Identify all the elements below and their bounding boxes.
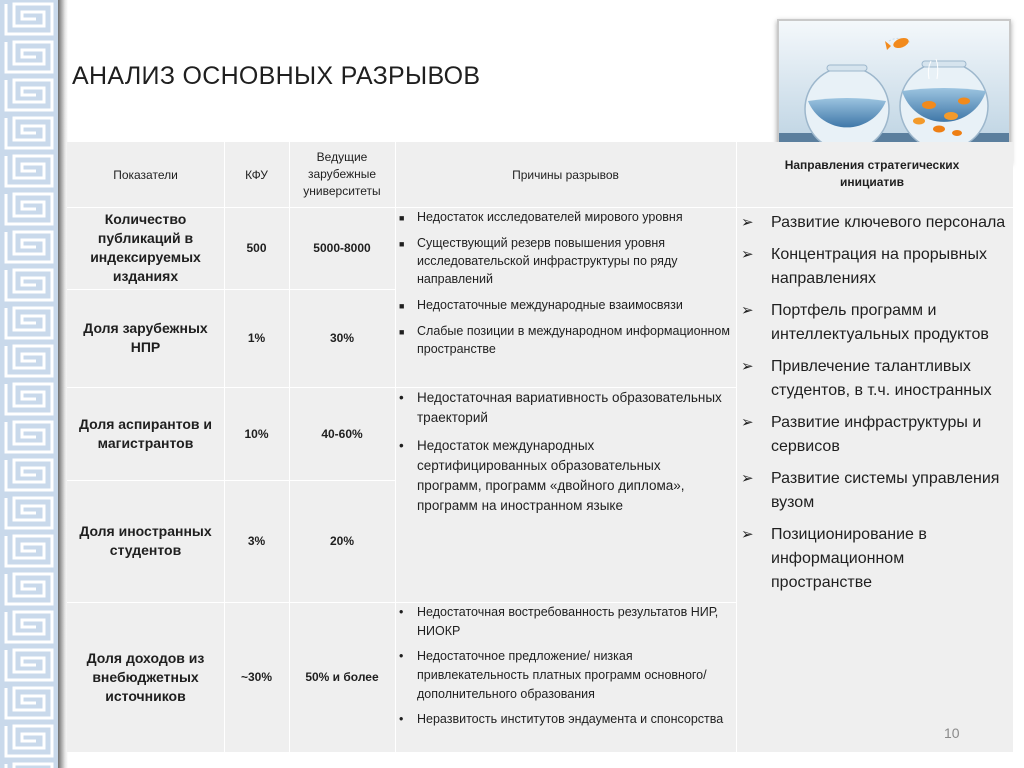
arrow-check-icon: ➢ <box>741 358 754 375</box>
row-kfu-graduate-students: 10% <box>244 426 269 441</box>
list-item: ➢ Концентрация на прорывных направлениях <box>737 243 1009 291</box>
arrow-check-icon: ➢ <box>741 246 754 263</box>
list-item: ➢ Развитие инфраструктуры и сервисов <box>737 411 1009 459</box>
arrow-check-icon: ➢ <box>741 214 754 231</box>
list-item: ➢ Портфель программ и интеллектуальных продуктов <box>737 299 1009 347</box>
dot-bullet-icon: • <box>399 712 404 726</box>
header-reasons: Причины разрывов <box>512 167 619 182</box>
page-number: 10 <box>944 725 960 741</box>
row-leading-publications: 5000-8000 <box>313 241 371 255</box>
reasons-research-group <box>395 208 736 386</box>
header-directions: Направления стратегических инициатив <box>784 158 960 189</box>
arrow-check-icon: ➢ <box>741 414 754 431</box>
header-indicators: Показатели <box>113 167 178 182</box>
page-title: АНАЛИЗ ОСНОВНЫХ РАЗРЫВОВ <box>72 62 481 90</box>
square-bullet-icon: ■ <box>399 213 405 223</box>
reasons-list <box>395 603 732 729</box>
strategic-directions <box>737 211 1013 751</box>
row-leading-extrabudget-income: 50% и более <box>305 670 379 684</box>
list-item: ➢ Привлечение талантливых студентов, в т.ч. иностранных <box>737 355 1009 403</box>
list-item: • Недостаточное предложение/ низкая привлекательность платных программ основного/ дополнительного образования <box>399 649 707 701</box>
row-label-graduate-students: Доля аспирантов и магистрантов <box>78 415 213 451</box>
arrow-check-icon: ➢ <box>741 526 754 543</box>
reasons-list <box>395 208 730 358</box>
list-item: ➢ Позиционирование в информационном пространстве <box>737 523 1009 595</box>
row-label-publications: Количество публикаций в индексируемых изданиях <box>90 211 201 284</box>
greek-key-border <box>0 0 58 768</box>
list-item: • Неразвитость институтов эндаумента и спонсорства <box>395 710 732 729</box>
list-item: ■ Слабые позиции в международном информационном пространстве <box>399 324 730 356</box>
list-item: ➢ Развитие системы управления вузом <box>737 467 1009 515</box>
square-bullet-icon: ■ <box>399 327 405 337</box>
header-kfu: КФУ <box>245 167 268 182</box>
directions-list <box>737 211 1009 595</box>
meander-pattern-icon <box>0 0 58 768</box>
row-kfu-foreign-staff: 1% <box>247 331 266 345</box>
dot-bullet-icon: • <box>399 438 404 453</box>
list-item: • Недостаточная востребованность результатов НИР, НИОКР <box>399 605 719 638</box>
row-kfu-extrabudget-income: ~30% <box>240 670 273 684</box>
row-kfu-publications: 500 <box>246 241 267 255</box>
list-item: • Недостаточная вариативность образовательных траекторий <box>399 390 722 425</box>
row-kfu-foreign-students: 3% <box>247 534 266 548</box>
list-item: ■ Существующий резерв повышения уровня исследовательской инфраструктуры по ряду направлений <box>399 236 678 286</box>
row-leading-graduate-students: 40-60% <box>321 426 363 441</box>
header-leading-universities: Ведущие зарубежные университеты <box>303 150 381 198</box>
list-item: ■ Недостаток исследователей мирового уровня <box>395 208 730 226</box>
row-label-foreign-staff: Доля зарубежных НПР <box>83 320 208 355</box>
arrow-check-icon: ➢ <box>741 470 754 487</box>
reasons-funding-group <box>395 603 736 752</box>
row-leading-foreign-students: 20% <box>329 534 355 548</box>
dot-bullet-icon: • <box>399 649 404 663</box>
list-item: ■ Недостаточные международные взаимосвязи <box>395 296 730 314</box>
list-item: ➢ Развитие ключевого персонала <box>737 211 1009 235</box>
row-leading-foreign-staff: 30% <box>329 331 355 345</box>
reasons-list <box>395 388 728 516</box>
row-label-foreign-students: Доля иностранных студентов <box>79 523 212 558</box>
list-item: • Недостаток международных сертифицированных образовательных программ, программ «двойного диплома», программ на иностранном языке <box>399 438 685 513</box>
square-bullet-icon: ■ <box>399 301 405 311</box>
arrow-check-icon: ➢ <box>741 302 754 319</box>
fishbowl-goldfish-icon <box>779 21 1009 161</box>
square-bullet-icon: ■ <box>399 239 405 249</box>
gap-analysis-table <box>67 142 1013 752</box>
row-label-extrabudget-income: Доля доходов из внебюджетных источников <box>86 649 205 704</box>
reasons-education-group <box>395 388 736 602</box>
dot-bullet-icon: • <box>399 605 404 619</box>
dot-bullet-icon: • <box>399 390 404 405</box>
